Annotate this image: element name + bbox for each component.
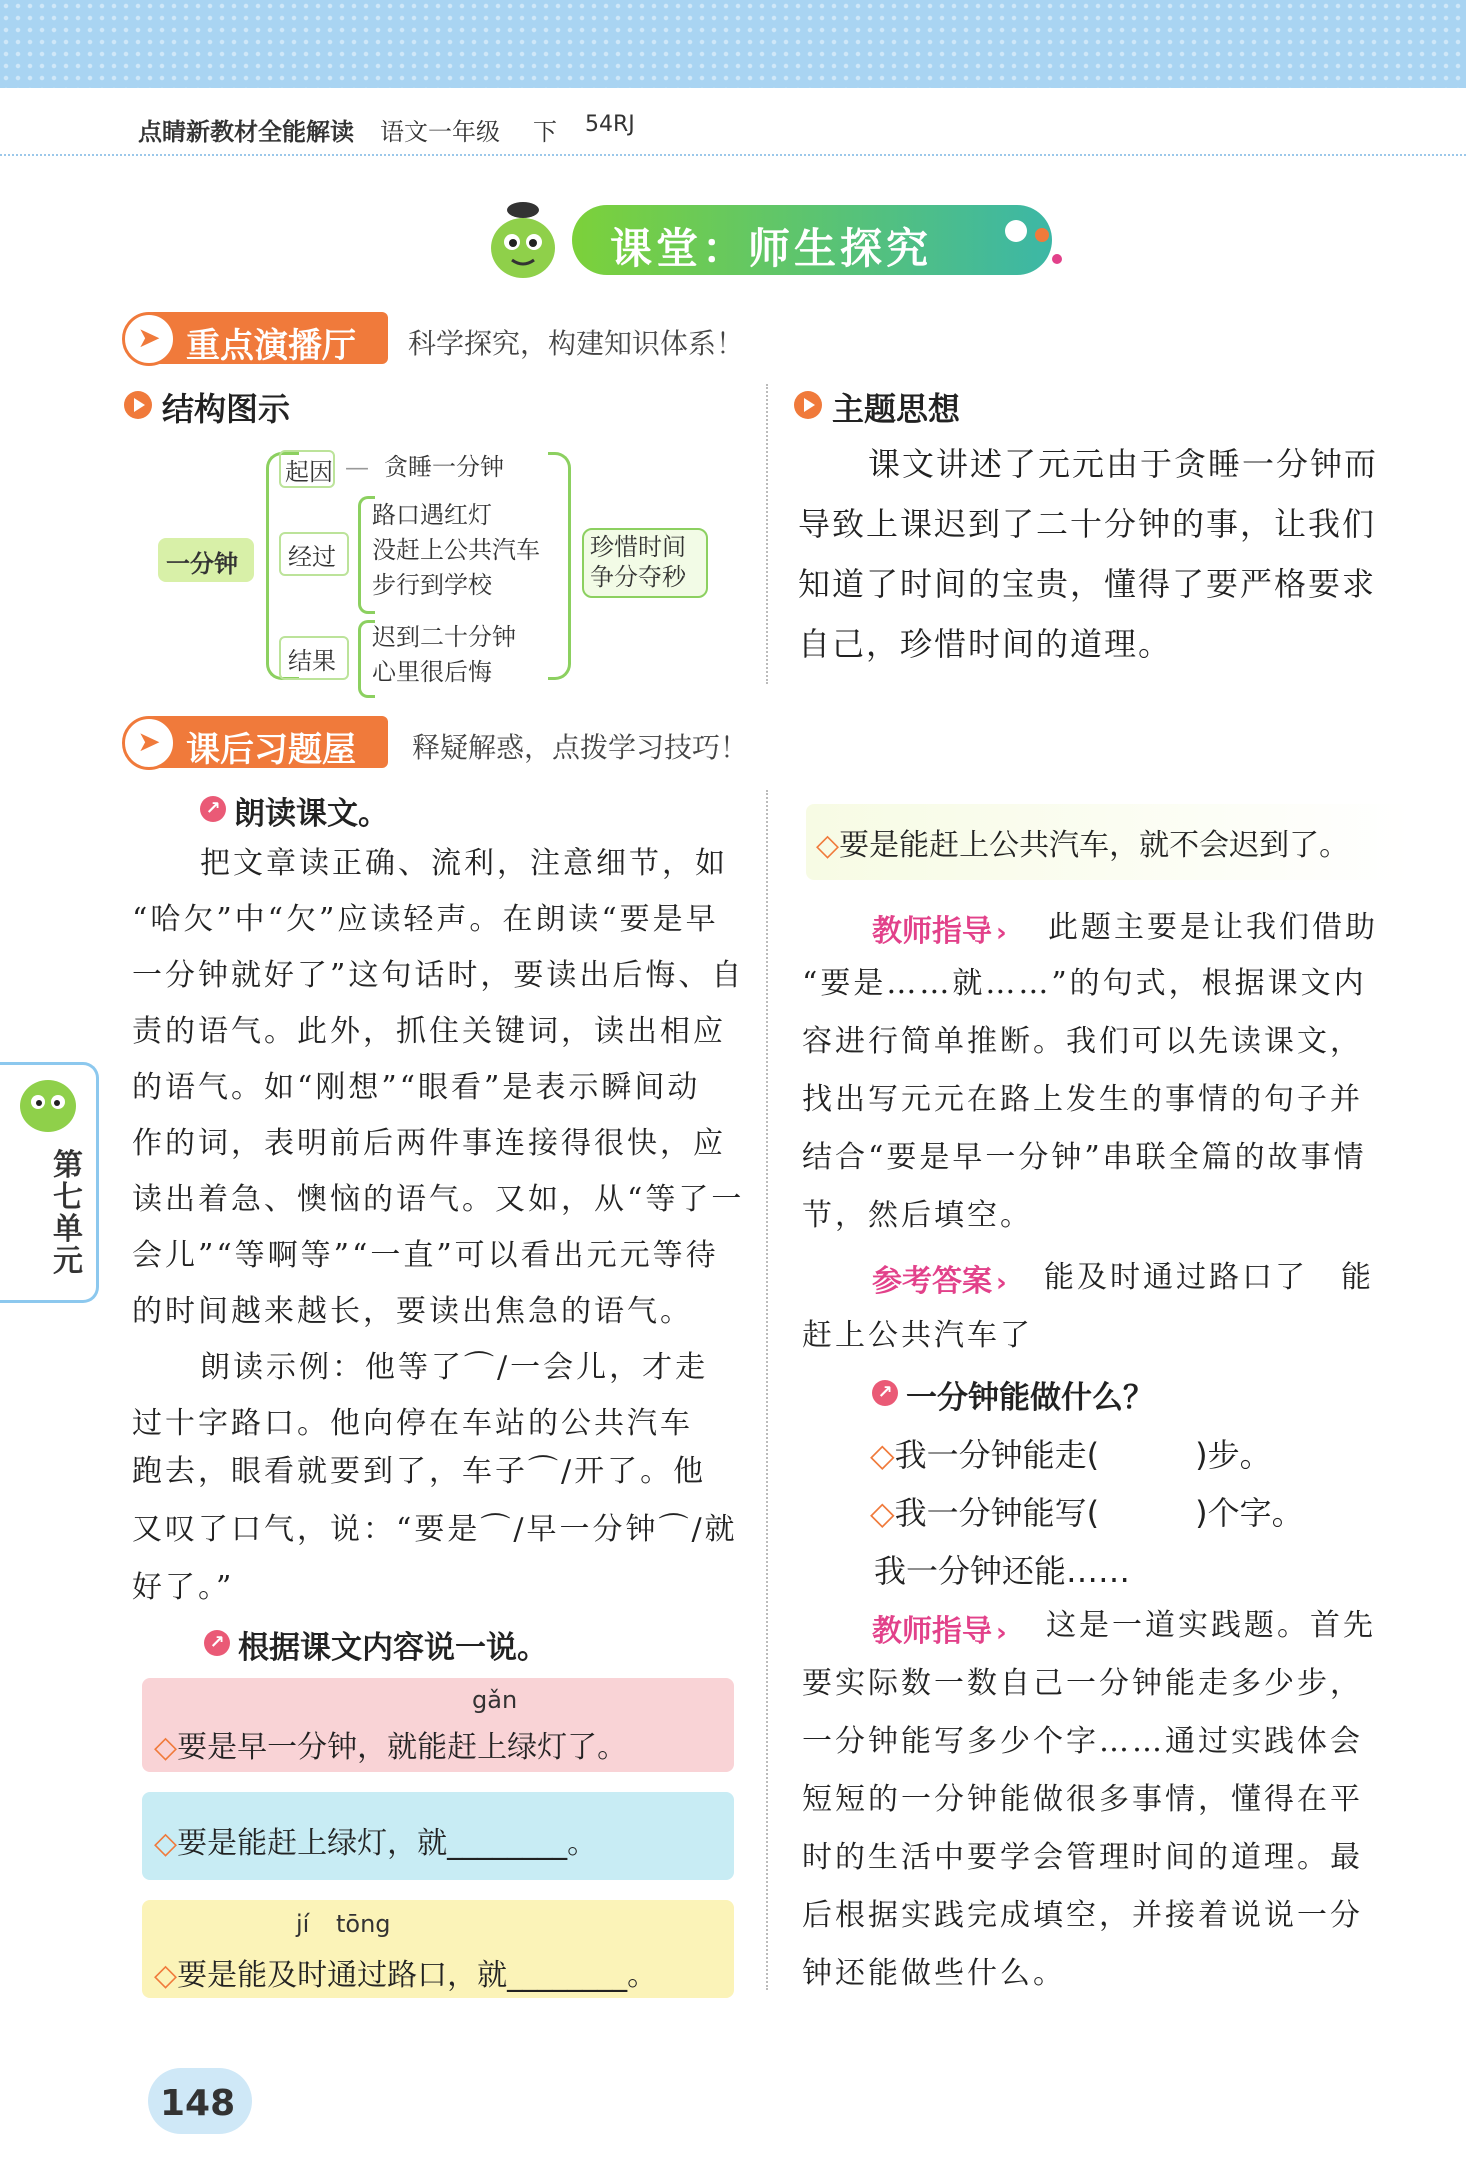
banner-title: 课堂：师生探究 <box>610 224 933 273</box>
box-sentence <box>816 820 1349 864</box>
page-number: 148 <box>160 2083 236 2124</box>
q1-line: 责的语气。此外，抓住关键词，读出相应 <box>132 1014 726 1049</box>
diamond-icon: ◇ <box>154 1826 178 1861</box>
section-slogan: 科学探究，构建知识体系！ <box>408 327 745 360</box>
q3-guide-line: 时的生活中要学会管理时间的道理。最 <box>802 1840 1363 1875</box>
q1-line: “哈欠”中“欠”应读轻声。在朗读“要是早 <box>132 902 719 937</box>
answer-line: 赶上公共汽车了 <box>802 1318 1033 1353</box>
diamond-icon: ◇ <box>154 1958 178 1993</box>
box-sentence <box>154 1722 627 1766</box>
q1-line: 的语气。如“刚想”“眼看”是表示瞬间动 <box>132 1070 701 1105</box>
theme-line: 课文讲述了元元由于贪睡一分钟而 <box>868 445 1379 483</box>
structure-brace-right <box>548 452 571 680</box>
branch-item: 心里很后悔 <box>372 658 492 686</box>
top-decorative-band <box>0 0 1466 88</box>
column-divider <box>766 790 768 1990</box>
box-sentence <box>154 1950 657 1994</box>
structure-heading: 结构图示 <box>162 390 291 428</box>
q1-line: 的时间越来越长，要读出焦急的语气。 <box>132 1294 693 1329</box>
q3-guide-line: 钟还能做些什么。 <box>802 1956 1066 1991</box>
q2-guide-line: 节，然后填空。 <box>802 1198 1033 1233</box>
q3-guide-line: 要实际数一数自己一分钟能走多少步， <box>802 1666 1363 1701</box>
diamond-icon: ◇ <box>870 1436 895 1474</box>
answer-label: 参考答案 › <box>872 1256 1007 1300</box>
branch-item: 贪睡一分钟 <box>384 453 504 481</box>
theme-line: 自己，珍惜时间的道理。 <box>798 625 1173 663</box>
diamond-icon: ◇ <box>870 1494 895 1532</box>
section-tag-label: 重点演播厅 <box>186 326 356 366</box>
banner-dot <box>1052 254 1062 264</box>
dragon-mascot-icon <box>10 1066 86 1136</box>
box-text: 要是能及时通过路口，就________。 <box>177 1958 658 1993</box>
branch-item: 没赶上公共汽车 <box>372 536 540 564</box>
branch-item: 迟到二十分钟 <box>372 623 516 651</box>
theme-line: 导致上课迟到了二十分钟的事，让我们 <box>798 505 1377 543</box>
q3-item <box>870 1430 1272 1476</box>
q1-line: 读出着急、懊恼的语气。又如，从“等了一 <box>132 1182 745 1217</box>
branch-item: 路口遇红灯 <box>372 501 492 529</box>
q3-guide-line: 一分钟能写多少个字……通过实践体会 <box>802 1724 1363 1759</box>
q2-guide-line: 此题主要是让我们借助 <box>1048 910 1378 945</box>
branch-label-process: 经过 <box>288 543 336 571</box>
q3-item <box>870 1488 1304 1534</box>
q1-example-line: 又叹了口气，说：“要是⌒/早一分钟⌒/就 <box>132 1512 738 1547</box>
conclusion-line: 珍惜时间 <box>590 533 686 561</box>
q2-guide-line: 结合“要是早一分钟”串联全篇的故事情 <box>802 1140 1367 1175</box>
theme-line: 知道了时间的宝贵，懂得了要严格要求 <box>798 565 1377 603</box>
box-text: 要是早一分钟，就能赶上绿灯了。 <box>177 1730 628 1765</box>
q1-example-line: 朗读示例：他等了⌒/一会儿，才走 <box>200 1350 709 1385</box>
branch-label-cause: 起因 <box>285 458 333 486</box>
teacher-guide-label: 教师指导 › <box>872 906 1007 950</box>
q1-example-line: 过十字路口。他向停在车站的公共汽车 <box>132 1406 693 1441</box>
q3-guide-line: 短短的一分钟能做很多事情，懂得在平 <box>802 1782 1363 1817</box>
pinyin: tōng <box>336 1910 391 1938</box>
q2-guide-line: “要是……就……”的句式，根据课文内 <box>802 966 1367 1001</box>
section-slogan: 释疑解惑，点拨学习技巧！ <box>412 731 749 764</box>
box-text: 要是能赶上绿灯，就________。 <box>177 1826 598 1861</box>
teacher-guide-label: 教师指导 › <box>872 1606 1007 1650</box>
q2-title: 根据课文内容说一说。 <box>238 1630 548 1666</box>
q3-item: 我一分钟还能…… <box>874 1552 1131 1590</box>
q1-line: 会儿”“等啊等”“一直”可以看出元元等待 <box>132 1238 719 1273</box>
diamond-icon: ◇ <box>154 1730 178 1765</box>
q1-title: 朗读课文。 <box>234 796 389 832</box>
theme-heading: 主题思想 <box>832 390 961 428</box>
column-divider <box>766 384 768 684</box>
q3-guide-line: 这是一道实践题。首先 <box>1046 1608 1376 1643</box>
answer-line: 能及时通过路口了 能 <box>1044 1260 1374 1295</box>
section-tag-label: 课后习题屋 <box>186 730 356 770</box>
q3-item-text: 我一分钟能写( )个字。 <box>894 1494 1304 1532</box>
banner-dot <box>1005 220 1027 242</box>
q1-example-line: 跑去，眼看就要到了，车子⌒/开了。他 <box>132 1454 707 1489</box>
book-series-title: 点睛新教材全能解读 <box>138 118 354 146</box>
q3-item-text: 我一分钟能走( )步。 <box>894 1436 1272 1474</box>
paper-plane-icon: ➤ <box>122 312 176 366</box>
banner-dot <box>1035 228 1049 242</box>
q1-line: 把文章读正确、流利，注意细节，如 <box>200 846 728 881</box>
question-arrow-icon: ↗ <box>200 796 226 822</box>
volume: 下 <box>533 118 557 146</box>
edition-code: 54RJ <box>585 112 635 137</box>
question-arrow-icon: ↗ <box>872 1380 898 1406</box>
structure-root: 一分钟 <box>166 550 238 578</box>
q1-example-line: 好了。” <box>132 1570 235 1605</box>
pinyin: gǎn <box>472 1686 518 1714</box>
unit-label: 第七单元 <box>53 1148 83 1279</box>
dragon-mascot-icon <box>478 196 568 286</box>
paper-plane-icon: ➤ <box>122 716 176 770</box>
subject-grade: 语文一年级 <box>380 118 500 146</box>
q1-line: 一分钟就好了”这句话时，要读出后悔、自 <box>132 958 745 993</box>
conclusion-line: 争分夺秒 <box>590 563 686 591</box>
branch-label-result: 结果 <box>288 647 336 675</box>
q3-title: 一分钟能做什么？ <box>906 1380 1154 1416</box>
connector: — <box>345 453 369 481</box>
box-text: 要是能赶上公共汽车，就不会迟到了。 <box>839 828 1350 863</box>
diamond-icon: ◇ <box>816 828 840 863</box>
q1-line: 作的词，表明前后两件事连接得很快，应 <box>132 1126 726 1161</box>
branch-item: 步行到学校 <box>372 571 492 599</box>
play-bullet-icon <box>124 391 152 419</box>
question-arrow-icon: ↗ <box>204 1630 230 1656</box>
pinyin: jí <box>296 1910 310 1938</box>
box-sentence <box>154 1818 597 1862</box>
q3-guide-line: 后根据实践完成填空，并接着说说一分 <box>802 1898 1363 1933</box>
q2-guide-line: 容进行简单推断。我们可以先读课文， <box>802 1024 1363 1059</box>
play-bullet-icon <box>794 391 822 419</box>
q2-guide-line: 找出写元元在路上发生的事情的句子并 <box>802 1082 1363 1117</box>
